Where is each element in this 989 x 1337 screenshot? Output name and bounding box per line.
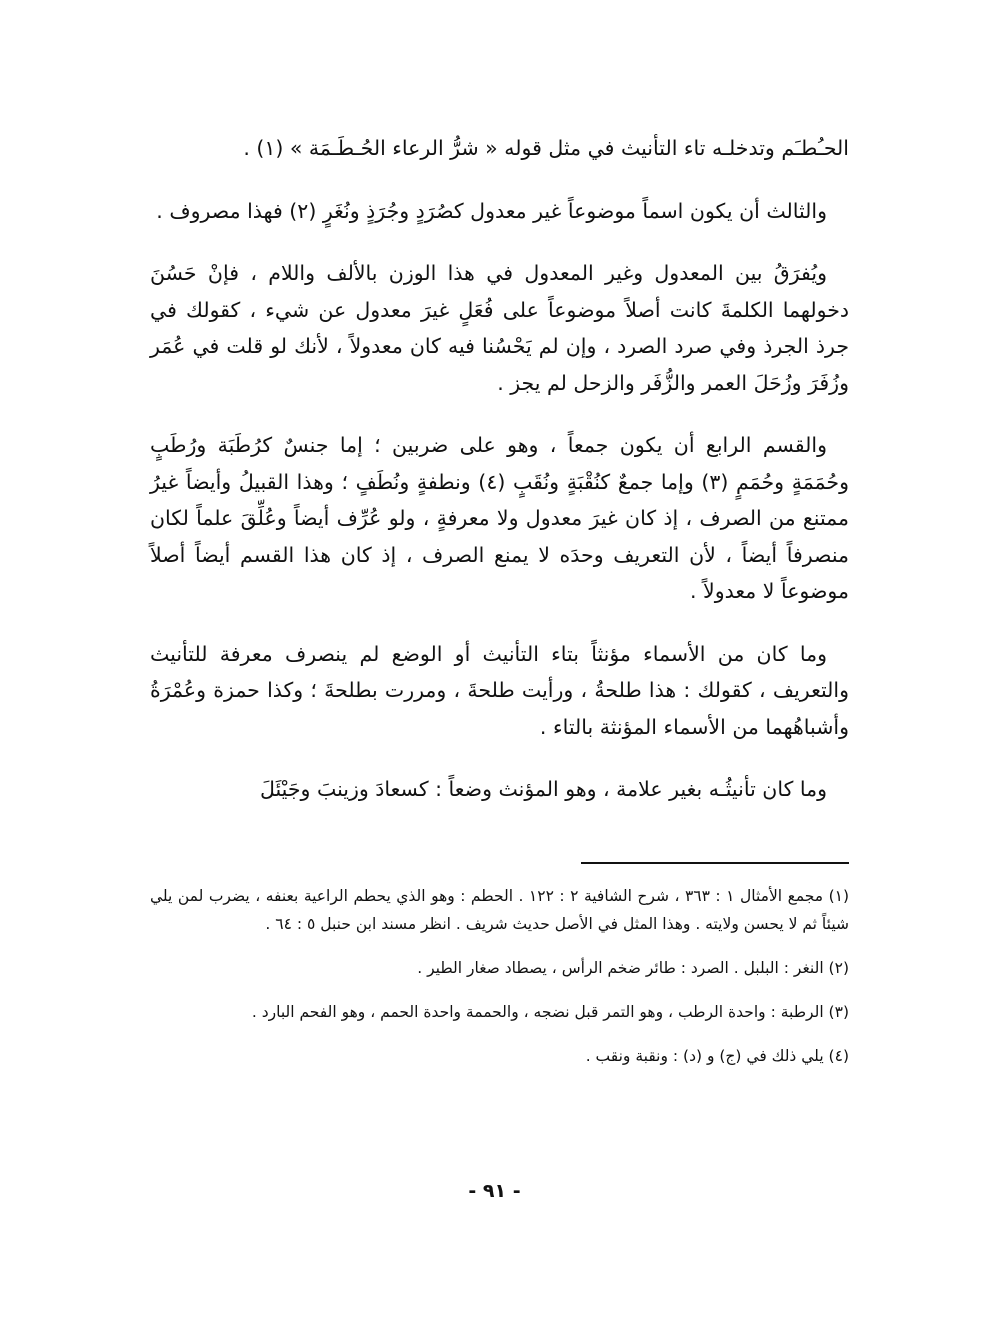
footnote-4: (٤) يلي ذلك في (ج) و (د) : ونقبة ونقب .	[585, 1047, 849, 1065]
paragraph-6: وما كان تأنيثُـه بغير علامة ، وهو المؤنث وضعاً : كسعادَ وزينبَ وجَيْئَلَ	[259, 777, 827, 801]
footnote-3: (٣) الرطبة : واحدة الرطب ، وهو التمر قبل نضجه ، والحممة واحدة الحمم ، وهو الفحم البارد .	[251, 1003, 849, 1021]
main-text	[150, 130, 849, 808]
footnote-2: (٢) النغر : البلبل . الصرد : طائر ضخم الرأس ، يصطاد صغار الطير .	[417, 959, 849, 977]
paragraph-4: والقسم الرابع أن يكون جمعاً ، وهو على ضربين ؛ إما جنسٌ كرُطَبَة ورُطَبٍ وحُمَمَةٍ وحُمَمٍ (٣) وإما جمعٌ كنُقْبَةٍ ونُقَبٍ (٤) ونطفةٍ ونُطَفٍ ؛ وهذا القبيلُ وأيضاً غيرُ ممتنع من الصرف ، إذ كان غيرَ معدول ولا معرفةٍ ، ولو عُرِّف أيضاً وعُلِّقَ علماً لكان منصرفاً أيضاً ، لأن التعريف وحدَه لا يمنع الصرف ، إذ كان هذا القسم أيضاً أصلاً موضوعاً لا معدولاً .	[150, 433, 849, 603]
paragraph-3: ويُفرَقُ بين المعدول وغير المعدول في هذا الوزن بالألف واللام ، فإنْ حَسُنَ دخولهما الكلمةَ كانت أصلاً موضوعاً على فُعَلٍ غيرَ معدول عن شيء ، كقولك في جرذ الجرذ وفي صرد الصرد ، وإن لم يَحْسُنا فيه كان معدولاً ، لأنك لو قلت في عُمَر وزُفَرَ وزُحَلَ العمر والزُّفَر والزحل لم يجز .	[150, 261, 849, 395]
footnote-1: (١) مجمع الأمثال ١ : ٣٦٣ ، شرح الشافية ٢ : ١٢٢ . الحطم : وهو الذي يحطم الراعية بعنفه ، يضرب لمن يلي شيئاً ثم لا يحسن ولايته . وهذا المثل في الأصل حديث شريف . انظر مسند ابن حنبل ٥ : ٦٤ .	[150, 887, 850, 933]
footnotes	[150, 882, 849, 1086]
paragraph-5: وما كان من الأسماء مؤنثاً بتاء التأنيث أو الوضع لم ينصرف معرفة للتأنيث والتعريف ، كقولك : هذا طلحةُ ، ورأيت طلحةَ ، ومررت بطلحةَ ؛ وكذا حمزة وعُمْرَةُ وأشباهُهما من الأسماء المؤنثة بالتاء .	[150, 641, 849, 739]
footnote-separator	[581, 862, 849, 864]
page-number: - ٩١ -	[468, 1180, 521, 1202]
paragraph-2: والثالث أن يكون اسماً موضوعاً غير معدول كصُرَدٍ وجُرَذٍ ونُغَرٍ (٢) فهذا مصروف .	[156, 198, 827, 223]
paragraph-1: الحـُطـَم وتدخلـه تاء التأنيث في مثل قوله « شرُّ الرعاء الحُـطَـمَة » (١) .	[243, 136, 849, 160]
